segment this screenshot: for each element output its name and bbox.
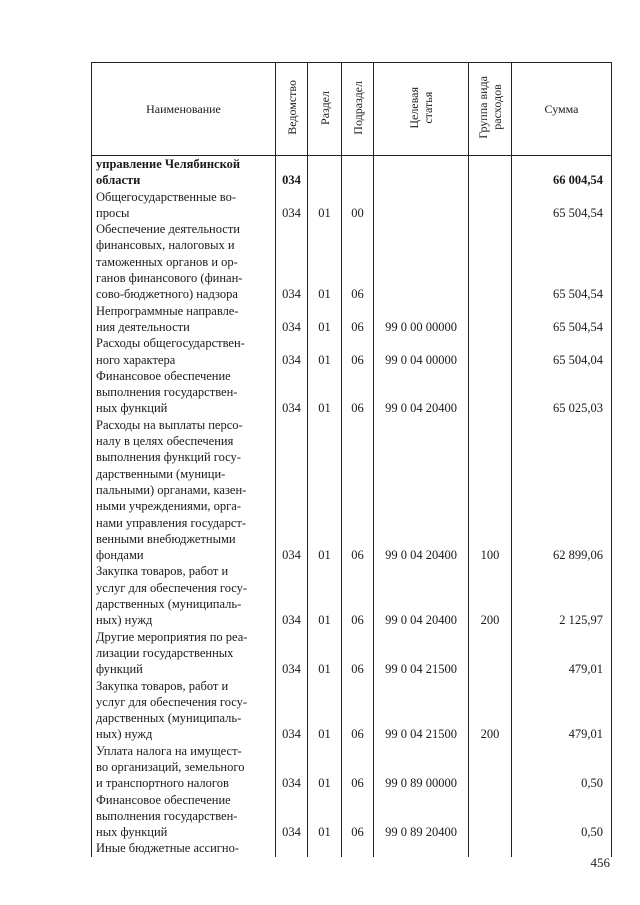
- subsection-cell: 06: [342, 743, 374, 792]
- table-row: [92, 303, 612, 336]
- item-name-cell: [92, 743, 276, 792]
- subsection-cell: [342, 840, 374, 856]
- item-name-line: выполнения государствен-: [96, 385, 238, 400]
- header-group-line1: Группа вида: [476, 76, 490, 139]
- expense-group-cell: [469, 840, 512, 856]
- header-sum: Сумма: [512, 63, 612, 156]
- item-name-line: таможенных органов и ор-: [96, 254, 238, 269]
- item-name-line: Финансовое обеспечение: [96, 368, 231, 383]
- item-name-line: ных функций: [96, 825, 168, 840]
- item-name-cell: [92, 678, 276, 743]
- header-target-line2: статья: [421, 91, 435, 124]
- sum-cell: 479,01: [512, 629, 612, 678]
- item-name-line: ных) нужд: [96, 727, 153, 742]
- item-name-line: Расходы на выплаты персо-: [96, 417, 243, 432]
- sum-cell: 65 504,54: [512, 221, 612, 302]
- department-cell: 034: [276, 335, 308, 368]
- item-name-line: фондами: [96, 548, 144, 563]
- department-cell: 034: [276, 563, 308, 628]
- table-row: [92, 156, 612, 189]
- sum-cell: 0,50: [512, 743, 612, 792]
- section-cell: 01: [308, 368, 342, 417]
- item-name-line: ных) нужд: [96, 613, 153, 628]
- header-row: [92, 63, 612, 156]
- item-name-line: ного характера: [96, 352, 176, 367]
- item-name-line: дарственных (муниципаль-: [96, 597, 242, 612]
- item-name-line: просы: [96, 205, 130, 220]
- item-name-line: Закупка товаров, работ и: [96, 564, 229, 579]
- subsection-cell: 06: [342, 629, 374, 678]
- section-cell: 01: [308, 743, 342, 792]
- target-article-cell: 99 0 04 20400: [374, 368, 469, 417]
- sum-cell: 62 899,06: [512, 417, 612, 564]
- item-name-line: сово-бюджетного) надзора: [96, 287, 238, 302]
- target-article-cell: 99 0 89 20400: [374, 792, 469, 841]
- subsection-cell: 06: [342, 678, 374, 743]
- header-section: Раздел: [308, 63, 342, 156]
- table-row: [92, 417, 612, 564]
- item-name-line: Закупка товаров, работ и: [96, 678, 229, 693]
- table-row: [92, 368, 612, 417]
- table-row: [92, 678, 612, 743]
- department-cell: 034: [276, 417, 308, 564]
- item-name-line: ными учреждениями, орга-: [96, 499, 242, 514]
- department-cell: 034: [276, 368, 308, 417]
- department-cell: 034: [276, 792, 308, 841]
- item-name-line: выполнения функций госу-: [96, 450, 241, 465]
- target-article-cell: 99 0 04 00000: [374, 335, 469, 368]
- item-name-line: услуг для обеспечения госу-: [96, 580, 248, 595]
- table-row: [92, 792, 612, 841]
- item-name-cell: [92, 792, 276, 841]
- table-row: [92, 840, 612, 856]
- item-name-line: пальными) органами, казен-: [96, 482, 247, 497]
- expense-group-cell: [469, 189, 512, 222]
- department-cell: 034: [276, 678, 308, 743]
- item-name-line: налу в целях обеспечения: [96, 434, 234, 449]
- section-cell: [308, 156, 342, 189]
- subsection-cell: 06: [342, 792, 374, 841]
- item-name-cell: [92, 629, 276, 678]
- sum-cell: 2 125,97: [512, 563, 612, 628]
- target-article-cell: [374, 221, 469, 302]
- section-cell: 01: [308, 221, 342, 302]
- expense-group-cell: [469, 629, 512, 678]
- item-name-line: Обеспечение деятельности: [96, 222, 241, 237]
- sum-cell: 65 504,04: [512, 335, 612, 368]
- item-name-line: Непрограммные направле-: [96, 303, 239, 318]
- item-name-line: функций: [96, 662, 143, 677]
- item-name-line: дарственными (муници-: [96, 466, 226, 481]
- item-name-cell: [92, 563, 276, 628]
- item-name-line: ных функций: [96, 401, 168, 416]
- subsection-cell: 06: [342, 335, 374, 368]
- item-name-line: во организаций, земельного: [96, 759, 245, 774]
- expense-group-cell: [469, 743, 512, 792]
- item-name-cell: [92, 156, 276, 189]
- item-name-line: услуг для обеспечения госу-: [96, 694, 248, 709]
- table-row: [92, 743, 612, 792]
- budget-table: [91, 62, 612, 857]
- department-cell: 034: [276, 629, 308, 678]
- item-name-line: дарственных (муниципаль-: [96, 711, 242, 726]
- section-cell: 01: [308, 563, 342, 628]
- table-row: [92, 335, 612, 368]
- item-name-line: нами управления государст-: [96, 515, 247, 530]
- item-name-line: ганов финансового (финан-: [96, 271, 243, 286]
- item-name-line: Финансовое обеспечение: [96, 792, 231, 807]
- expense-group-cell: [469, 156, 512, 189]
- sum-cell: 65 504,54: [512, 189, 612, 222]
- section-cell: 01: [308, 629, 342, 678]
- header-target: [374, 63, 469, 156]
- item-name-line: Иные бюджетные ассигно-: [96, 841, 240, 856]
- target-article-cell: [374, 156, 469, 189]
- item-name-line: Другие мероприятия по реа-: [96, 629, 248, 644]
- table-row: [92, 189, 612, 222]
- section-cell: [308, 840, 342, 856]
- section-cell: 01: [308, 792, 342, 841]
- sum-cell: 65 025,03: [512, 368, 612, 417]
- table-row: [92, 221, 612, 302]
- subsection-cell: 06: [342, 221, 374, 302]
- item-name-line: лизации государственных: [96, 645, 234, 660]
- expense-group-cell: [469, 792, 512, 841]
- subsection-cell: 06: [342, 563, 374, 628]
- expense-group-cell: [469, 303, 512, 336]
- item-name-line: Уплата налога на имущест-: [96, 743, 242, 758]
- header-department: Ведомство: [276, 63, 308, 156]
- item-name-line: Расходы общегосударствен-: [96, 336, 245, 351]
- department-cell: 034: [276, 743, 308, 792]
- table-body: [92, 156, 612, 857]
- item-name-line: области: [96, 173, 141, 188]
- expense-group-cell: [469, 335, 512, 368]
- item-name-cell: [92, 189, 276, 222]
- target-article-cell: 99 0 04 20400: [374, 417, 469, 564]
- target-article-cell: 99 0 89 00000: [374, 743, 469, 792]
- sum-cell: 0,50: [512, 792, 612, 841]
- item-name-line: венными внебюджетными: [96, 531, 236, 546]
- expense-group-cell: 100: [469, 417, 512, 564]
- department-cell: 034: [276, 156, 308, 189]
- item-name-cell: [92, 417, 276, 564]
- header-group-line2: расходов: [490, 84, 504, 131]
- expense-group-cell: [469, 368, 512, 417]
- section-cell: 01: [308, 189, 342, 222]
- item-name-cell: [92, 335, 276, 368]
- item-name-line: и транспортного налогов: [96, 776, 229, 791]
- subsection-cell: 06: [342, 368, 374, 417]
- table-row: [92, 563, 612, 628]
- subsection-cell: 00: [342, 189, 374, 222]
- header-subsection: Подраздел: [342, 63, 374, 156]
- department-cell: 034: [276, 303, 308, 336]
- item-name-line: выполнения государствен-: [96, 808, 238, 823]
- section-cell: 01: [308, 303, 342, 336]
- item-name-cell: [92, 368, 276, 417]
- page-number: 456: [590, 855, 610, 870]
- header-target-line1: Целевая: [407, 86, 421, 129]
- section-cell: 01: [308, 417, 342, 564]
- section-cell: 01: [308, 335, 342, 368]
- target-article-cell: 99 0 00 00000: [374, 303, 469, 336]
- target-article-cell: [374, 189, 469, 222]
- item-name-line: Общегосударственные во-: [96, 189, 237, 204]
- section-cell: 01: [308, 678, 342, 743]
- expense-group-cell: [469, 221, 512, 302]
- subsection-cell: [342, 156, 374, 189]
- header-name: Наименование: [92, 63, 276, 156]
- department-cell: 034: [276, 221, 308, 302]
- target-article-cell: 99 0 04 21500: [374, 629, 469, 678]
- target-article-cell: [374, 840, 469, 856]
- department-cell: [276, 840, 308, 856]
- item-name-cell: [92, 221, 276, 302]
- item-name-line: управление Челябинской: [96, 157, 241, 171]
- expense-group-cell: 200: [469, 678, 512, 743]
- sum-cell: 479,01: [512, 678, 612, 743]
- target-article-cell: 99 0 04 21500: [374, 678, 469, 743]
- target-article-cell: 99 0 04 20400: [374, 563, 469, 628]
- item-name-line: финансовых, налоговых и: [96, 238, 235, 253]
- expense-group-cell: 200: [469, 563, 512, 628]
- department-cell: 034: [276, 189, 308, 222]
- sum-cell: 66 004,54: [512, 156, 612, 189]
- item-name-cell: [92, 840, 276, 856]
- item-name-line: ния деятельности: [96, 319, 190, 334]
- item-name-cell: [92, 303, 276, 336]
- subsection-cell: 06: [342, 303, 374, 336]
- table-row: [92, 629, 612, 678]
- header-group: [469, 63, 512, 156]
- subsection-cell: 06: [342, 417, 374, 564]
- sum-cell: 65 504,54: [512, 303, 612, 336]
